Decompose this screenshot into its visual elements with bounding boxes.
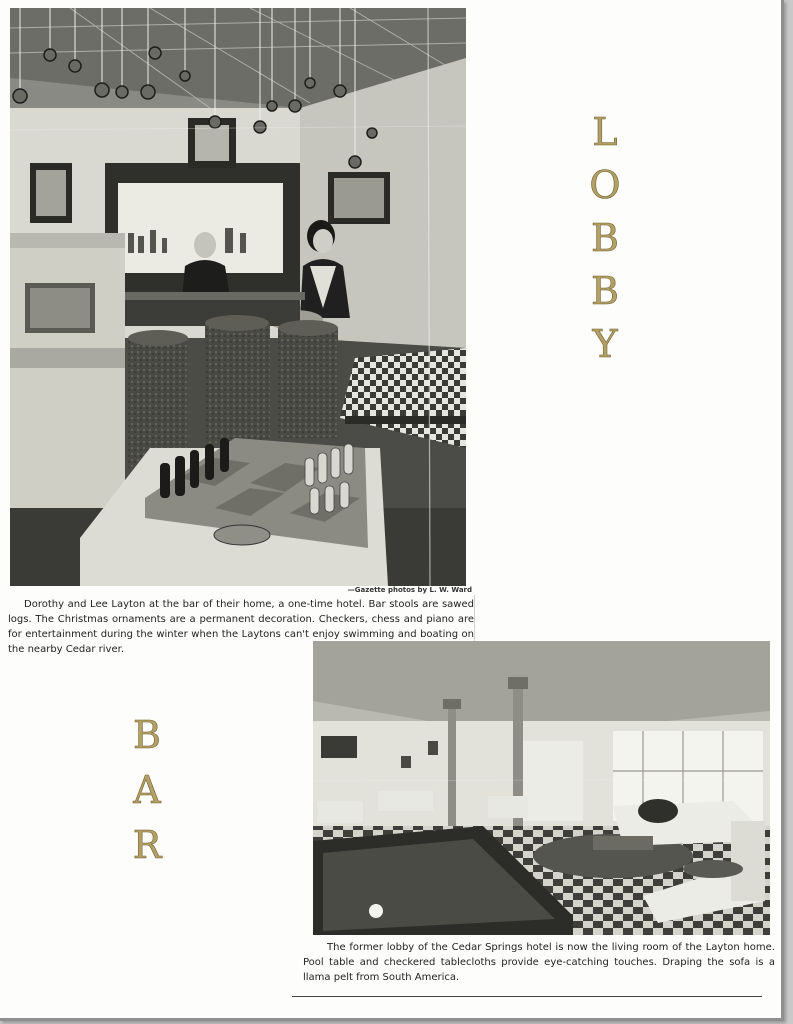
lobby-photo — [313, 641, 770, 935]
lobby-title — [585, 106, 625, 371]
bar-letter: R — [132, 823, 162, 867]
lobby-letter: O — [589, 163, 621, 207]
bar-letter: A — [133, 768, 161, 812]
lobby-letter: B — [591, 269, 619, 313]
bar-caption: Dorothy and Lee Layton at the bar of their home, a one-time hotel. Bar stools are sawed logs. The Christmas ornaments are a permanent decoration. Checkers, chess and piano are for entertainment during the winter when the Laytons can't enjoy swimming and boating on the nearby Cedar river. — [8, 599, 474, 655]
lobby-letter: Y — [592, 322, 618, 366]
bar-title — [127, 708, 167, 873]
lobby-caption: The former lobby of the Cedar Springs hotel is now the living room of the Layton home. Pool table and checkered tablecloths provide eye-catching touches. Draping the sofa is a llama pelt from South America. — [303, 942, 775, 983]
lobby-letter: B — [591, 216, 619, 260]
lobby-letter: L — [592, 110, 618, 154]
bar-photo — [10, 8, 466, 586]
bar-letter: B — [133, 713, 161, 757]
bottom-rule — [292, 996, 762, 997]
photo-credit: —Gazette photos by L. W. Ward — [347, 586, 472, 594]
